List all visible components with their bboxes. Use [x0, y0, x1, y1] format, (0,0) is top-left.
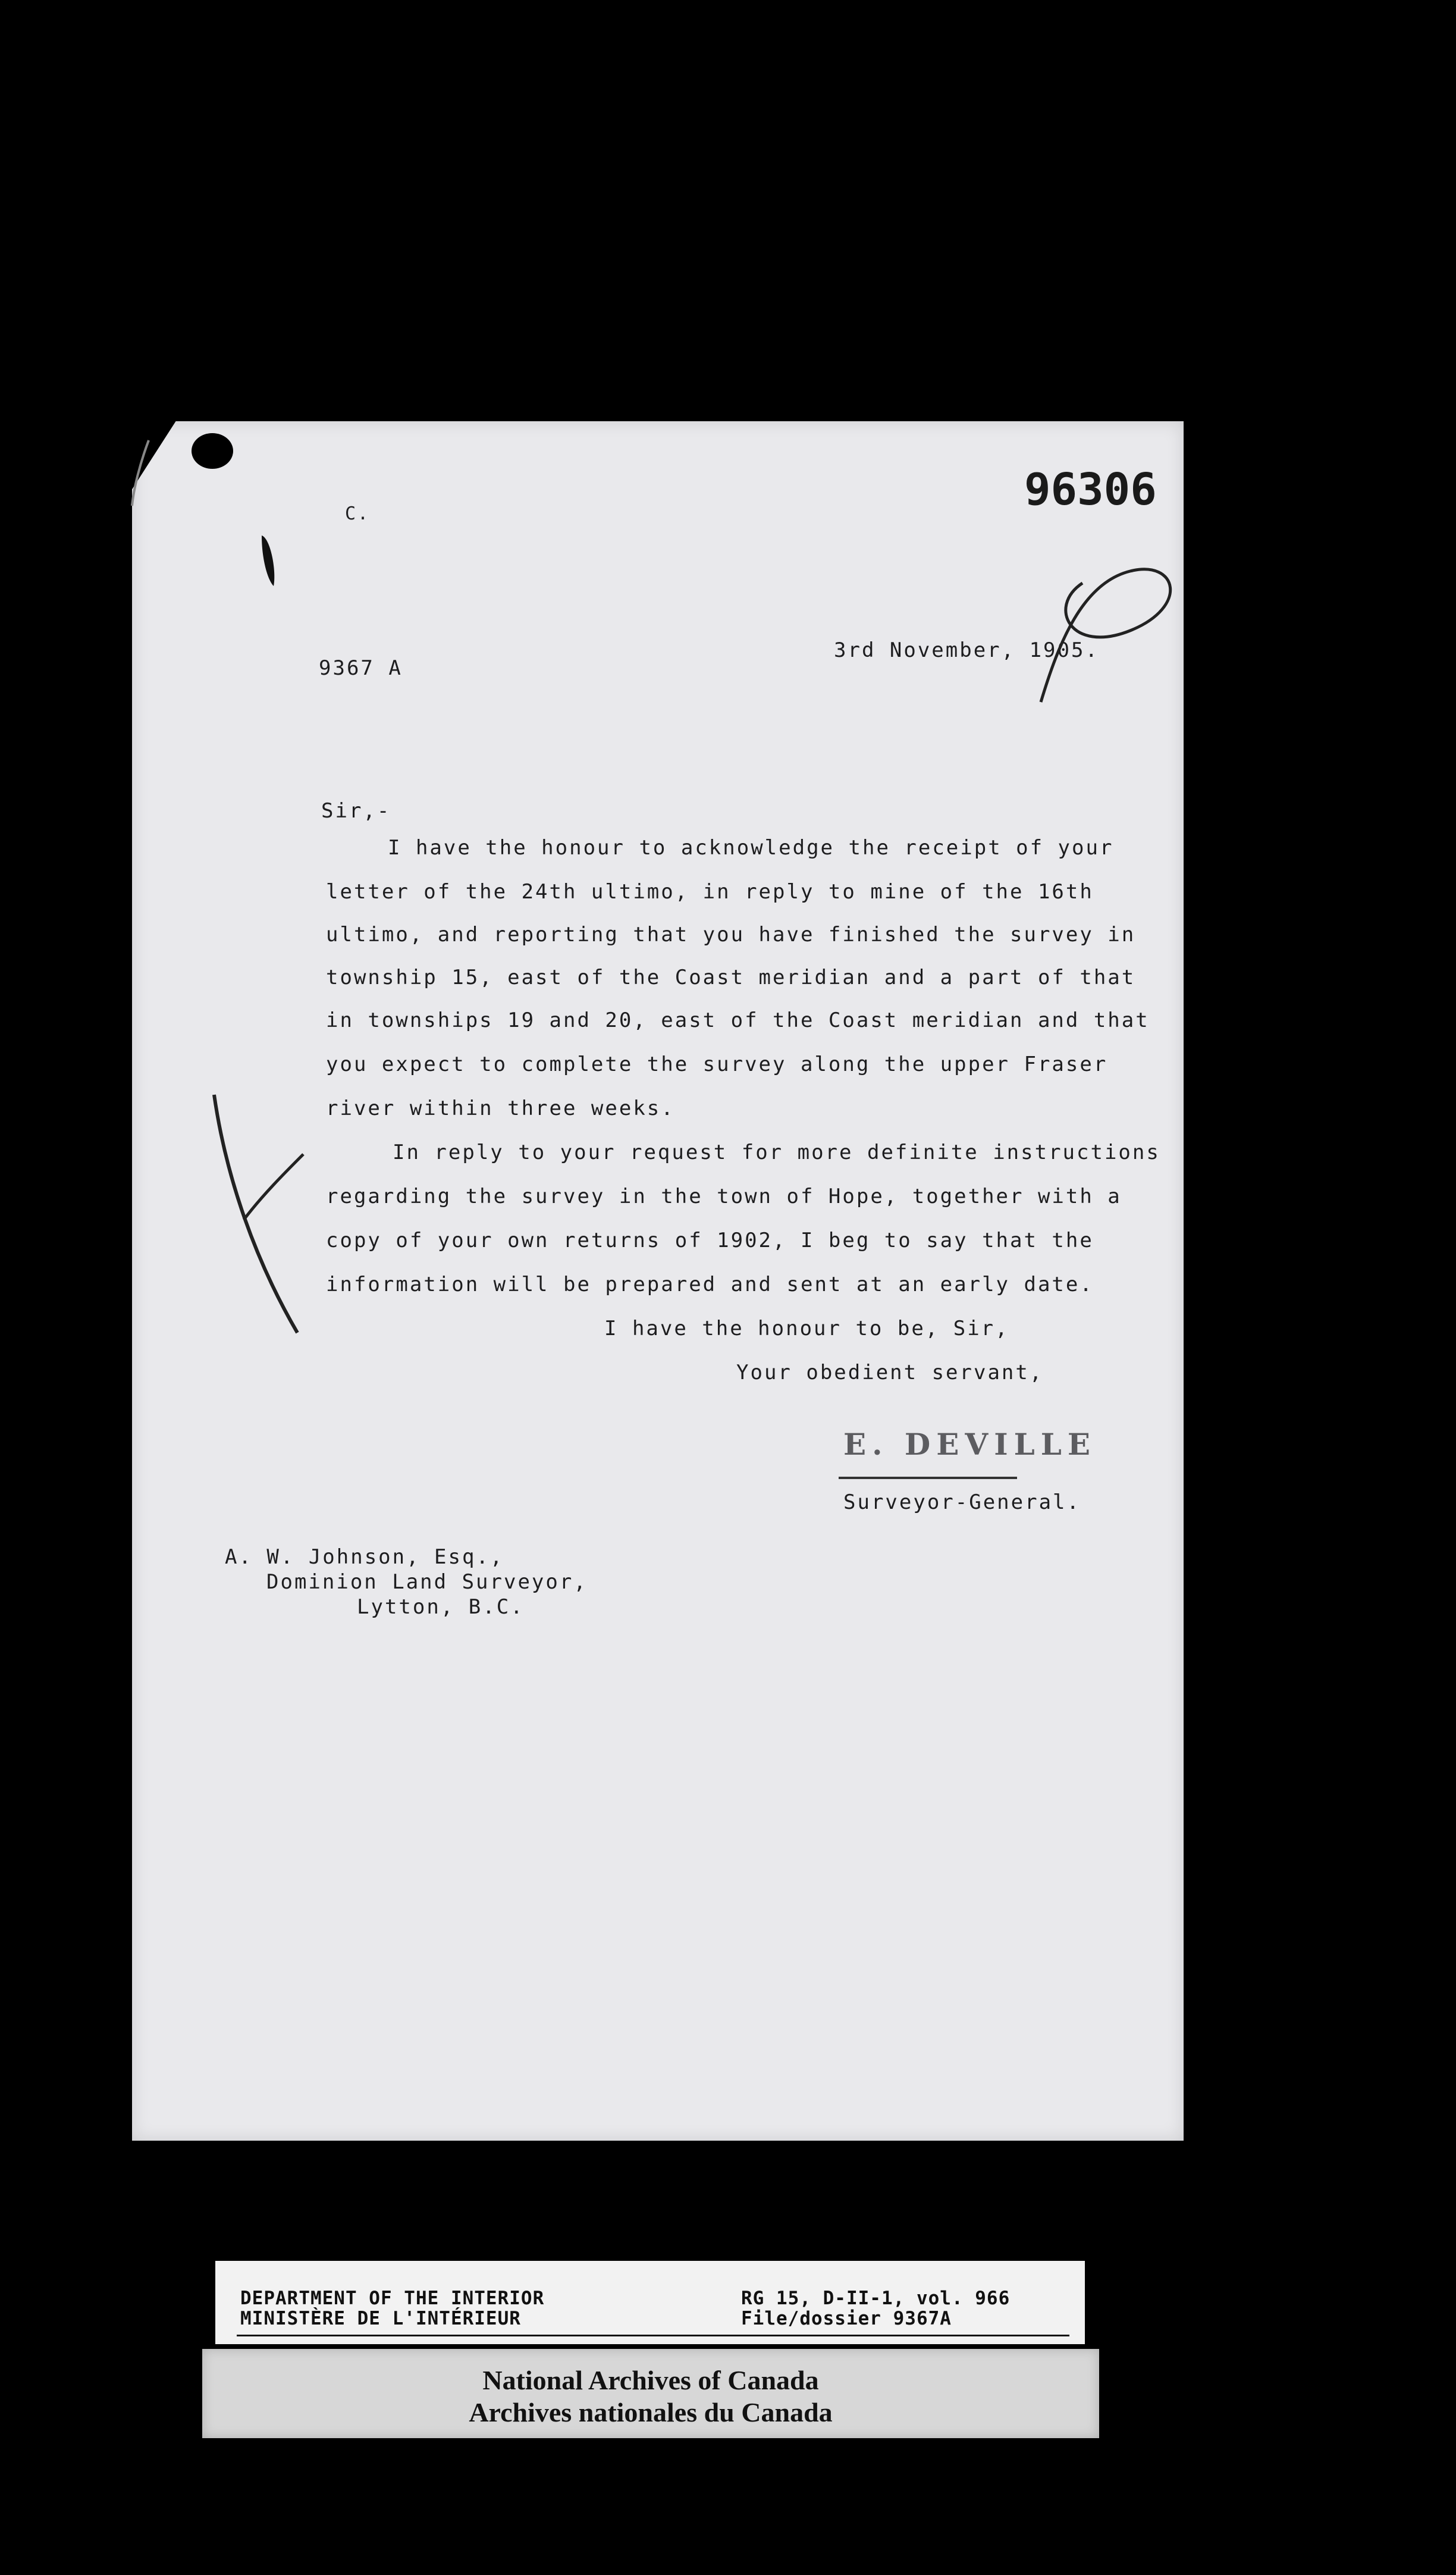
corner-mark: C. [345, 503, 371, 524]
signature-underline [839, 1477, 1017, 1479]
addressee-line: Lytton, B.C. [357, 1595, 525, 1619]
body-line: I have the honour to acknowledge the receipt of your [388, 836, 1114, 860]
closing-line: Your obedient servant, [736, 1361, 1044, 1384]
collection-label [215, 2261, 1085, 2344]
archive-name-french: Archives nationales du Canada [469, 2397, 833, 2427]
body-line: In reply to your request for more definite instructions [393, 1141, 1160, 1164]
addressee-line: Dominion Land Surveyor, [266, 1570, 588, 1594]
department-french: MINISTÈRE DE L'INTÉRIEUR [240, 2308, 521, 2329]
letter-date: 3rd November, 1905. [834, 638, 1099, 662]
archival-reference: RG 15, D-II-1, vol. 966 [741, 2288, 1011, 2309]
body-line: you expect to complete the survey along the upper Fraser [326, 1052, 1108, 1076]
torn-corner [126, 415, 180, 499]
body-line: copy of your own returns of 1902, I beg to say that the [326, 1229, 1094, 1252]
closing-line: I have the honour to be, Sir, [604, 1317, 1009, 1340]
stamp-number: 96306 [1024, 464, 1157, 515]
salutation: Sir,- [321, 799, 391, 823]
body-line: township 15, east of the Coast meridian and a part of that [326, 966, 1136, 989]
body-line: ultimo, and reporting that you have finished the survey in [326, 923, 1136, 947]
file-reference: 9367 A [319, 656, 403, 680]
label-rule [237, 2335, 1069, 2336]
department-english: DEPARTMENT OF THE INTERIOR [240, 2288, 545, 2309]
archive-name-english: National Archives of Canada [482, 2365, 819, 2395]
file-dossier: File/dossier 9367A [741, 2308, 952, 2329]
body-line: regarding the survey in the town of Hope, together with a [326, 1185, 1122, 1208]
body-line: information will be prepared and sent at an early date. [326, 1273, 1094, 1296]
archive-banner [202, 2349, 1099, 2438]
body-line: river within three weeks. [326, 1097, 675, 1120]
signature-stamp: E. DEVILLE [843, 1427, 1096, 1462]
body-line: letter of the 24th ultimo, in reply to mine of the 16th [326, 880, 1094, 904]
punch-hole [192, 433, 233, 469]
signature-title: Surveyor-General. [843, 1490, 1081, 1514]
body-line: in townships 19 and 20, east of the Coast meridian and that [326, 1008, 1150, 1032]
addressee-line: A. W. Johnson, Esq., [225, 1545, 504, 1569]
